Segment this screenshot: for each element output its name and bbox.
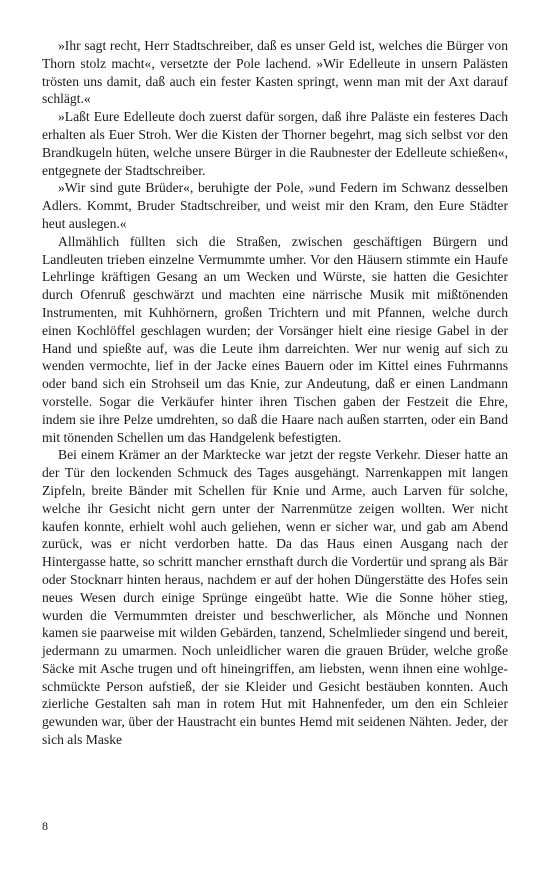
paragraph-4: Allmählich füllten sich die Straßen, zwischen geschäftigen Bürgern und Landleuten trieben einzelne Vermummte umher. Vor den Häusern stimmte ein Haufe Lehrlinge kräftigen Gesang an um Wecken und Würste, sie hatten die Gesichter durch Ofenruß geschwärzt und machten eine närrische Musik mit mißtönenden Instrumenten, mit Kuhhörnern, großen Trichtern und mit Pfannen, welche durch einen Kochlöffel geschlagen wurden; der Vorsänger hielt eine riesige Gabel in der Hand und spießte auf, was die Leute ihm darreichten. Wer nur wenig auf sich zu wenden vermochte, lief in der Jacke eines Bauern oder im Kittel eines Fuhrmanns oder band sich ein Strohseil um das Knie, zur Andeutung, daß er einen Landmann vorstelle. Sogar die Verkäufer hinter ihren Tischen gaben der Festzeit die Ehre, indem sie ihre Pelze umdrehten, so daß die Haare nach außen starrten, oder ein Band mit tönenden Schellen um das Handgelenk befestigten. bbox=[42, 233, 508, 445]
paragraph-5: Bei einem Krämer an der Marktecke war jetzt der regste Verkehr. Dieser hatte an der Tür den lockenden Schmuck des Tages ausgehängt. Narrenkappen mit langen Zipfeln, breite Bänder mit Schellen für Knie und Arme, auch Larven für solche, welche ihr Gesicht nicht gern unter der Narrenmütze zeigen wollten. Wer nicht kaufen konnte, erhielt wohl auch geliehen, wenn er sicher war, und gab am Abend zurück, was er nicht verdorben hatte. Da das Haus einen Ausgang nach der Hintergasse hatte, so schritt mancher ernsthaft durch die Vordertür und sprang als Bär oder Stocknarr hinten heraus, nachdem er auf der hohen Düngerstätte des Hofes sein neues Wesen durch einige Sprünge eingeübt hatte. Wie die Sonne höher stieg, wurden die Vermummten dreister und beschwerlicher, als Mönche und Nonnen kamen sie paarweise mit wilden Gebärden, tanzend, Schelmlieder singend und bereit, jedermann zu umarmen. Noch unleidlicher waren die grauen Brüder, welche große Säcke mit Asche trugen und oft hineingriffen, am liebsten, wenn ihnen eine wohlgeschmückte Person aufstieß, der sie Kleider und Gesicht bestäuben konnten. Auch zierliche Gestalten sah man in rotem Hut mit Hahnenfeder, um den ein Schleier gewunden war, über der Haustracht ein buntes Hemd mit seidenen Nähten. Jeder, der sich als Maske bbox=[42, 447, 508, 748]
paragraph-2: »Laßt Eure Edelleute doch zuerst dafür sorgen, daß ihre Paläste ein festeres Dach erhalten als Euer Stroh. Wer die Kisten der Thorner begehrt, mag sich selbst vor den Brandkugeln hüten, welche unsere Bürger in die Raubnester der Edelleute schießen«, entgegnete der Stadtschreiber. bbox=[42, 109, 508, 178]
book-page-text bbox=[42, 37, 508, 749]
paragraph-1: »Ihr sagt recht, Herr Stadtschreiber, daß es unser Geld ist, welches die Bürger von Thorn stolz macht«, versetzte der Pole lachend. »Wir Edelleute in unsern Palästen trösten uns damit, daß auch ein fester Kasten springt, wenn man mit der Axt darauf schlägt.« bbox=[42, 38, 508, 107]
page-number: 8 bbox=[42, 819, 48, 833]
paragraph-3: »Wir sind gute Brüder«, beruhigte der Pole, »und Federn im Schwanz desselben Adlers. Kommt, Bruder Stadtschreiber, und weist mir den Kram, den Eure Städter heut auslegen.« bbox=[42, 180, 508, 231]
